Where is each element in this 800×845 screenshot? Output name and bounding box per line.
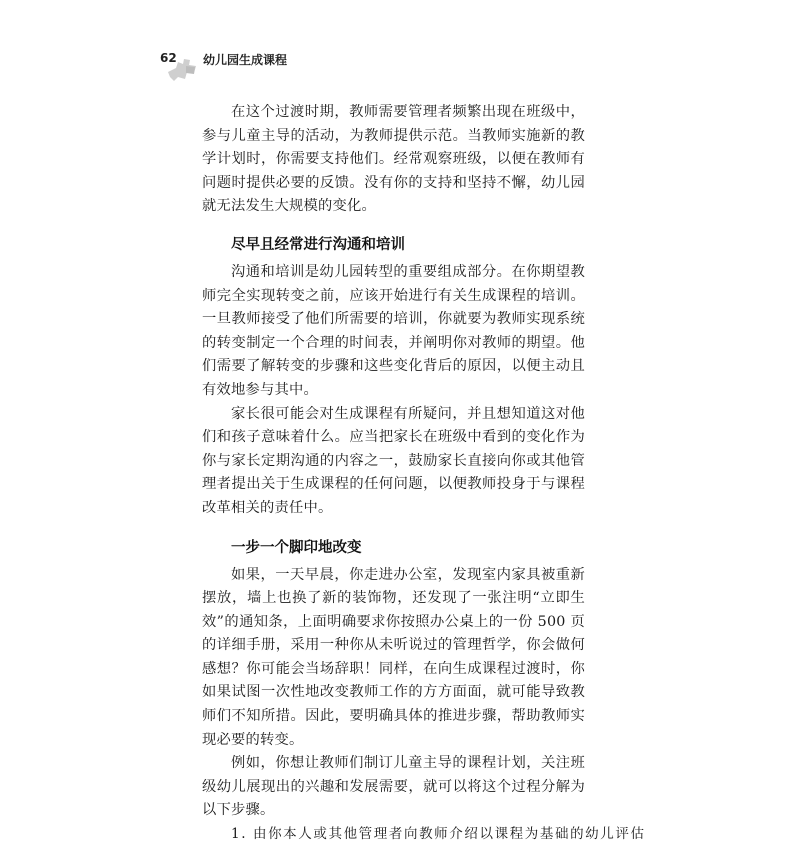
paragraph-steps-intro: 例如，你想让教师们制订儿童主导的课程计划，关注班级幼儿展现出的兴趣和发展需要，就可以将这个过程分解为以下步骤。: [202, 755, 585, 819]
paragraph-transition-support: 在这个过渡时期，教师需要管理者频繁出现在班级中，参与儿童主导的活动，为教师提供示范。当教师实施新的教学计划时，你需要支持他们。经常观察班级，以便在教师有问题时提供必要的反馈。没有你的支持和坚持不懈，幼儿园就无法发生大规模的变化。: [202, 104, 585, 215]
page-header: [160, 50, 460, 80]
page-number: 62: [160, 51, 177, 65]
running-title: 幼儿园生成课程: [203, 53, 288, 67]
heading-communication-training: 尽早且经常进行沟通和培训: [231, 236, 405, 253]
list-item-step-1: 1. 由你本人或其他管理者向教师介绍以课程为基础的幼儿评估: [231, 826, 646, 843]
paragraph-office-example: 如果，一天早晨，你走进办公室，发现室内家具被重新摆放，墙上也换了新的装饰物，还发现了一张注明“立即生效”的通知条，上面明确要求你按照办公桌上的一份 500 页的详细手册，采用一种你从未听说过的管理哲学，你会做何感想？你可能会当场辞职！同样，在向生成课程过渡时，你如果试图一次性地改变教师工作的方方面面，就可能导致教师们不知所措。因此，要明确具体的推进步骤，帮助教师实现必要的转变。: [202, 566, 585, 748]
heading-step-by-step: 一步一个脚印地改变: [231, 539, 362, 556]
paragraph-parents: 家长很可能会对生成课程有所疑问，并且想知道这对他们和孩子意味着什么。应当把家长在班级中看到的变化作为你与家长定期沟通的内容之一，鼓励家长直接向你或其他管理者提出关于生成课程的任何问题，以便教师投身于与课程改革相关的责任中。: [202, 405, 585, 516]
page-body: [202, 101, 646, 845]
paragraph-communication: 沟通和培训是幼儿园转型的重要组成部分。在你期望教师完全实现转变之前，应该开始进行有关生成课程的培训。一旦教师接受了他们所需要的培训，你就要为教师实现系统的转变制定一个合理的时间表，并阐明你对教师的期望。他们需要了解转变的步骤和这些变化背后的原因，以便主动且有效地参与其中。: [202, 263, 585, 398]
